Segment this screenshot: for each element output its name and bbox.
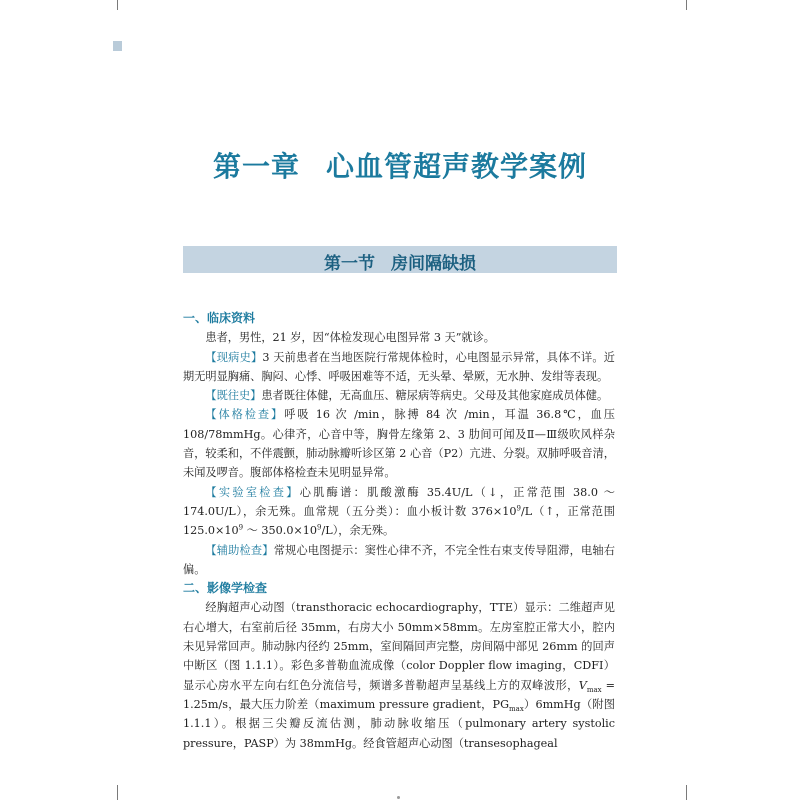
- page-body: [183, 309, 615, 753]
- imaging-text-a: 经胸超声心动图（transthoracic echocardiography，TTE）显示：二维超声见右心增大，右室前后径 35mm，右房大小 50mm×58mm。左房室腔正常大小，腔内未见异常回声。肺动脉内径约 25mm，室间隔回声完整，房间隔中部见 26mm 的回声中断区（图 1.1.1）。彩色多普勒血流成像（color Doppler flow imaging，CDFI）显示心房水平左向右红色分流信号，频谱多普勒超声呈基线上方的双峰波形，: [183, 601, 615, 692]
- lab-text-a: 心肌酶谱：肌酸激酶 35.4U/L（↓，正常范围 38.0 ～ 174.0U/L），余无殊。血常规（五分类）：血小板计数 376×10: [183, 485, 615, 518]
- pg-subscript: max: [509, 705, 524, 714]
- imaging-text-b: = 1.25m/s，最大压力阶差（maximum pressure gradient，PG: [183, 678, 615, 711]
- label-lab-tests: 【实验室检查】: [205, 485, 300, 499]
- section-title: [183, 249, 617, 274]
- paragraph-past-history: [183, 386, 615, 405]
- section-number: 第一节: [324, 254, 375, 274]
- vmax-subscript: max: [586, 685, 602, 694]
- text-auxiliary-exam: 常规心电图提示：窦性心律不齐，不完全性右束支传导阻滞，电轴右偏。: [183, 543, 615, 576]
- vmax-symbol: V: [578, 678, 587, 692]
- heading-imaging: 二、影像学检查: [183, 581, 268, 596]
- paragraph-physical-exam: [183, 405, 615, 482]
- label-past-history: 【既往史】: [205, 389, 262, 403]
- lab-exponent-b: 9: [238, 523, 244, 532]
- chapter-title: [0, 145, 800, 185]
- label-auxiliary-exam: 【辅助检查】: [205, 543, 274, 557]
- lab-text-c: ～ 350.0×10: [243, 524, 318, 538]
- paragraph-lab-tests: [183, 483, 615, 541]
- paragraph-auxiliary-exam: [183, 541, 615, 580]
- paragraph-present-illness: [183, 348, 615, 387]
- lab-exponent-c: 9: [317, 523, 322, 532]
- label-physical-exam: 【体格检查】: [205, 408, 285, 422]
- paragraph-imaging: [183, 598, 615, 752]
- text-past-history: 患者既往体健，无高血压、糖尿病等病史。父母及其他家庭成员体健。: [261, 389, 609, 403]
- label-present-illness: 【现病史】: [205, 350, 263, 364]
- text-physical-exam: 呼吸 16 次 /min，脉搏 84 次 /min，耳温 36.8℃，血压 108/78mmHg。心律齐，心音中等，胸骨左缘第 2、3 肋间可闻及Ⅱ—Ⅲ级吹风样杂音，较柔和，不伴震颤，肺动脉瓣听诊区第 2 心音（P2）亢进、分裂。双肺呼吸音清，未闻及啰音。腹部体格检查未见明显异常。: [183, 408, 615, 480]
- chapter-name: 心血管超声教学案例: [326, 150, 588, 183]
- center-register-mark: [397, 796, 400, 799]
- lab-exponent-a: 9: [516, 504, 521, 513]
- crop-mark-bottom-right: [686, 785, 687, 800]
- patient-intro: 患者，男性，21 岁，因“体检发现心电图异常 3 天”就诊。: [205, 331, 495, 345]
- lab-text-d: /L），余无殊。: [321, 524, 395, 538]
- crop-mark-top-left: [117, 0, 118, 10]
- crop-mark-bottom-left: [117, 785, 118, 800]
- imaging-text-c: ）6mmHg（附图 1.1.1）。根据三尖瓣反流估测，肺动脉收缩压（pulmonary artery systolic pressure，PASP）为 38mmHg。经食管超声心动图（transesophageal: [183, 697, 615, 750]
- corner-decoration: [113, 41, 122, 51]
- section-name: 房间隔缺损: [391, 254, 476, 274]
- text-present-illness: 3 天前患者在当地医院行常规体检时，心电图显示异常，具体不详。近期无明显胸痛、胸闷、心悸、呼吸困难等不适，无头晕、晕厥，无水肿、发绀等表现。: [183, 350, 615, 383]
- lab-text-b: /L（↑，正常范围 125.0×10: [183, 504, 615, 538]
- heading-clinical-data: 一、临床资料: [183, 311, 256, 325]
- crop-mark-top-right: [686, 0, 687, 10]
- chapter-number: 第一章: [212, 150, 300, 183]
